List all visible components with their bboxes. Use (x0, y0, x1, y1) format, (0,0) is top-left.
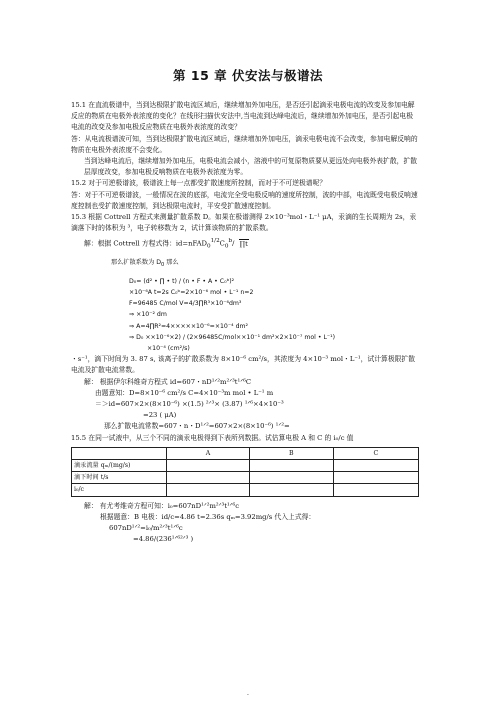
table-cell: 滴汞流量 qₘ/(mg/s) (72, 459, 167, 471)
question-15-5: 15.5 在同一试液中，从三个不同的滴汞电极得到下表所列数据。试估算电极 A 和 C 的 i₀/c 值 (71, 433, 354, 442)
table-cell (249, 484, 333, 496)
question-15-3: 15.3 根据 Cottrell 方程式来测量扩散系数 D。如果在极谱测得 2×10⁻³mol・L⁻¹ μA，汞滴的生长周期为 2s，汞滴落下时的体积为 ³，电子转移数为 2，试计算该物质的扩散系数。 (71, 213, 417, 233)
solution-15-4-line4: =23 ( μA) (143, 411, 177, 420)
table-cell (333, 459, 418, 471)
solution-15-5-line1: 解： 有尤考维奇方程可知：i₀=607nD¹ᐟ²m²ᐟ³t¹ᐟ⁶c (84, 501, 240, 510)
table-header-cell (72, 447, 167, 459)
solution-15-3-line4: ×10⁻⁶A t=2s C₀ᵇ=2×10⁻⁶ mol • L⁻¹ n=2 (129, 288, 254, 296)
table-row (72, 484, 419, 496)
table-header-row (72, 447, 419, 459)
solution-15-4-line1: 解： 根据伊尔科维奇方程式 id=607・nD¹ᐟ²m²ᐟ³t¹ᐟ⁶C (84, 377, 252, 386)
solution-15-4-line3: ＝＞id=607×2×(8×10⁻⁶) ×(1.5) ²ᐟ³× (3.87) ¹ᐟ⁶×4×10⁻³ (95, 399, 284, 408)
table-cell (249, 472, 333, 484)
solution-15-4-line5: 那么扩散电流常数=607・n・D¹ᐟ²=607×2×(8×10⁻⁶) ¹ᐟ²= (104, 422, 290, 431)
question-15-4: ・s⁻¹，滴下时间为 3. 87 s, 该离子的扩散系数为 8×10⁻⁶ cm²/s，其浓度为 4×10⁻³ mol・L⁻¹，试计算极限扩散电流及扩散电流常数。 (71, 355, 416, 375)
page-footer-dot: . (247, 690, 249, 697)
solution-15-3-line8: ⇒ D₀ ××10⁻⁶×2) / (2×96485C/mol××10⁻¹ dm²×2×10⁻⁷ mol • L⁻¹) (129, 333, 336, 341)
solution-15-3-line3: D₀= (d² • ∏ • t) / (n • F • A • C₀ᵇ)² (129, 277, 235, 285)
solution-15-5-line2: 根据题意：B 电极：id/c=4.86 t=2.36s qₘ=3.92mg/s 代入上式得： (100, 512, 316, 521)
table-row (72, 472, 419, 484)
table-header-cell: B (249, 447, 333, 459)
document-body (71, 100, 419, 545)
table-cell (333, 484, 418, 496)
data-table (71, 447, 419, 497)
answer-15-1-b: 当到达峰电流后，继续增加外加电压，电极电流会减小，溶液中的可复原物质要从更远处向电极外表扩散，扩散层厚度改变，参加电极反响物质在电极外表浓度为零。 (84, 157, 418, 177)
solution-15-5-line4: =4.86/(236¹ᐟ⁶²ᐟ³ ) (133, 535, 194, 544)
table-row (72, 459, 419, 471)
table-cell: 滴下时间 t/s (72, 472, 167, 484)
solution-15-5-line3: 607nD¹ᐟ²=i₀/m²ᐟ³t¹ᐟ⁶c (109, 523, 183, 532)
solution-15-3-line7: ⇒ A=4∏R²=4×××××10⁻⁶=×10⁻⁴ dm² (129, 322, 249, 330)
solution-15-3-formula: 解：根据 Cottrell 方程式得：$id=nFAD_0^{1/2}C_0^b/$ ∏t (84, 238, 248, 251)
solution-15-4-line2: 由题意知：D=8×10⁻⁶ cm²/s C=4×10⁻³m mol • L⁻¹ m (95, 388, 274, 397)
solution-15-3-line5: F=96485 C/mol V=4/3∏R³×10⁻⁶dm³ (129, 300, 242, 308)
table-cell (167, 484, 250, 496)
table-header-cell: C (333, 447, 418, 459)
table-header-cell: A (167, 447, 250, 459)
solution-15-3-line2: 那么扩散系数为 $D_0$ 那么 (111, 259, 179, 269)
chapter-title: 第 15 章 伏安法与极谱法 (173, 68, 323, 83)
table-cell: i₀/c (72, 484, 167, 496)
question-15-2: 15.2 对于可逆极谱波，极谱波上每一点都受扩散速度所控制，而对于不可逆极谱呢？ (71, 179, 327, 188)
solution-15-3-line6: ⇒ ×10⁻² dm (129, 311, 167, 319)
answer-15-2: 答：对于不可逆极谱波，一般情况在波的底部，电流完全受电极反响的速度所控制，波的中部，电流既受电极反响速度控制也受扩散速度控制，到达极限电流时，平安受扩散速度控制。 (71, 190, 418, 210)
table-cell (249, 459, 333, 471)
answer-15-1-a: 答：从电流极谱波可知，当到达极限扩散电流区域后，继续增加外加电压，滴汞电极电流不会改变，参加电解反响的物质在电极外表浓度不会变化。 (71, 134, 418, 154)
question-15-1: 15.1 在直流极谱中，当到达极限扩散电流区域后，继续增加外加电压，是否还引起滴汞电极电流的改变及参加电解反应的物质在电极外表浓度的变化？在线形扫描伏安法中,当电流到达峰电流后，继续增加外加电压，是否引起电极电流的改变及参加电极反应物质在电极外表浓度的改变？ (71, 101, 415, 132)
solution-15-3-line9: ×10⁻⁴ (cm²/s) (147, 344, 190, 352)
table-cell (167, 472, 250, 484)
table-cell (333, 472, 418, 484)
table-cell (167, 459, 250, 471)
sqrt-expression: ∏t (239, 239, 248, 248)
